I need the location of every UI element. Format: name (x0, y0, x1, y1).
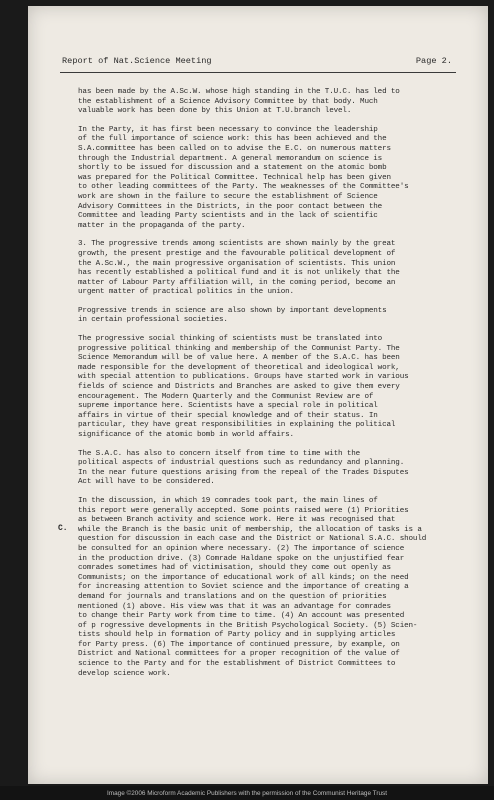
paragraph: 3. The progressive trends among scientists are shown mainly by the great growth, the present prestige and the favourable political development of the A.Sc.W., the main progressive organisation of scientists. This union has recently established a political fund and it is not unlikely that the matter of Labour Party affiliation will, in the coming period, become an urgent matter of practical politics in the union. (78, 240, 400, 297)
section-marker: C. (58, 524, 68, 533)
document-page (28, 6, 488, 784)
document-title: Report of Nat.Science Meeting (62, 56, 212, 66)
paragraph: In the discussion, in which 19 comrades took part, the main lines of this report were generally accepted. Some points raised were (1) Priorities as between Branch activity and science work. Here it was recognised that while the Branch is the basic unit of membership, the allocation of tasks is a question for discussion in each case and the District or National S.A.C. should be consulted for an opinion where necessary. (2) The importance of science in the production drive. (3) Comrade Haldane spoke on the unjustified fear comrades sometimes had of victimisation, should they come out openly as Communists; on the importance of educational work of all kinds; on the need for increasing attention to Soviet science and the importance of creating a demand for journals and translations and on the question of priorities mentioned (1) above. His view was that it was an advantage for comrades to change their Party work from time to time. (4) An account was presented of p rogressive developments in the British Psychological Society. (5) Scien- tists should help in formation of Party policy and in supplying articles for Party press. (6) The importance of continued pressure, by example, on District and National committees for a proper recognition of the value of science to the Party and for the establishment of District Committees to develop science work. (78, 496, 427, 678)
paragraph: The progressive social thinking of scientists must be translated into progressive political thinking and membership of the Communist Party. The Science Memorandum will be of value here. A member of the S.A.C. has been made responsible for the development of theoretical and ideological work, with special attention to publications. Groups have started work in various fields of science and Districts and Branches are asked to give them every encouragement. The Modern Quarterly and the Communist Review are of supreme importance here. Scientists have a special role in political affairs in virtue of their special knowledge and of their status. In particular, they have great responsibilities in explaining the political significance of the atomic bomb in world affairs. (78, 335, 409, 439)
paragraph: has been made by the A.Sc.W. whose high standing in the T.U.C. has led to the establishment of a Science Advisory Committee by that body. Much valuable work has been done by this Union at T.U.branch level. (78, 88, 400, 116)
document-body (78, 88, 452, 679)
paragraph: Progressive trends in science are also shown by important developments in certain professional societies. (78, 306, 387, 325)
paragraph: The S.A.C. has also to concern itself from time to time with the political aspects of industrial questions such as redundancy and planning. In the near future questions arising from the repeal of the Trades Disputes Act will have to be considered. (78, 449, 409, 487)
paragraph: In the Party, it has first been necessary to convince the leadership of the full importance of science work: this has been achieved and the S.A.committee has been called on to advise the E.C. on numerous matters through the Industrial department. A general memorandum on science is shortly to be issued for discussion and a statement on the atomic bomb was prepared for the Political Committee. Technical help has been given to other leading committees of the Party. The weaknesses of the Committee's work are shown in the failure to secure the establishment of Science Advisory Committees in the Districts, in the poor contact between the Committee and leading Party scientists and in the lack of scientific matter in the propaganda of the party. (78, 125, 409, 230)
page-number: Page 2. (415, 56, 452, 66)
image-credit: Image ©2006 Microform Academic Publishers with the permission of the Communist Heritage Trust (107, 790, 387, 797)
header-rule (60, 72, 456, 73)
